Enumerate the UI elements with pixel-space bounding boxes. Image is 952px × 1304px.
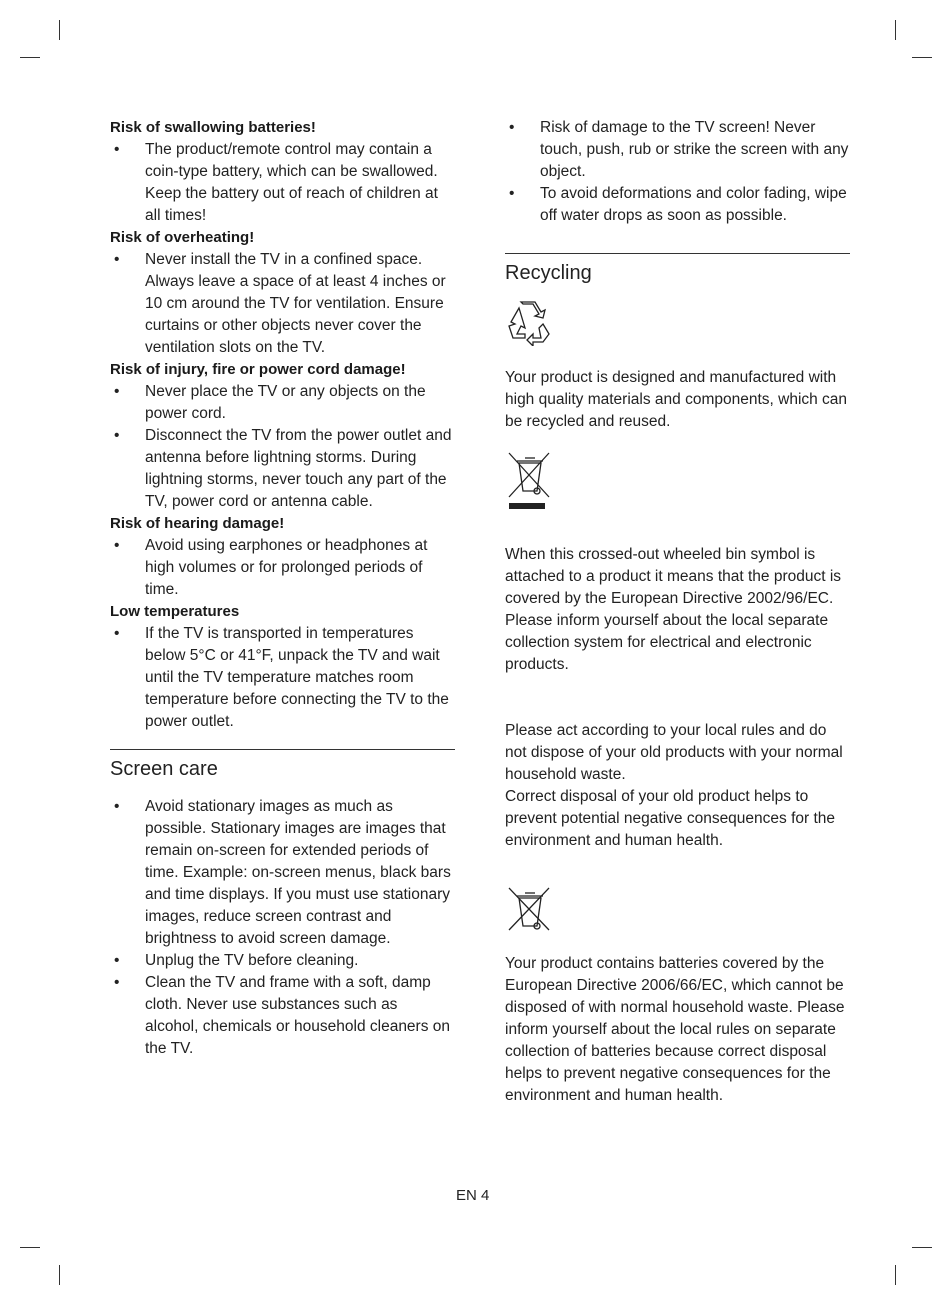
list-item: • Clean the TV and frame with a soft, damp cloth. Never use substances such as alcohol, chemicals or household cleaners on the TV. [110, 972, 455, 1060]
safety-section [110, 359, 455, 513]
list-item: • Avoid stationary images as much as possible. Stationary images are images that remain on-screen for extended periods of time. Example: on-screen menus, black bars and time displays. If you must use stationary images, reduce screen contrast and brightness to avoid screen damage. [110, 796, 455, 950]
list-item: • Unplug the TV before cleaning. [110, 950, 455, 972]
crop-mark [912, 57, 932, 58]
crossed-bin-icon [507, 451, 850, 516]
section-title: Recycling [505, 262, 592, 284]
recycle-icon [507, 300, 850, 353]
section-heading: Risk of overheating! [110, 229, 255, 246]
paragraph: Your product contains batteries covered by the European Directive 2006/66/EC, which cannot be disposed of with normal household waste. Please inform yourself about the local rules on separate collection of batteries because correct disposal helps to prevent negative consequences for the environment and human health. [505, 955, 845, 1104]
list-item: • Never place the TV or any objects on the power cord. [110, 381, 455, 425]
list-item: • Disconnect the TV from the power outlet and antenna before lightning storms. During lightning storms, never touch any part of the TV, power cord or antenna cable. [110, 425, 455, 513]
section-title: Screen care [110, 758, 218, 780]
section-heading: Risk of swallowing batteries! [110, 119, 316, 136]
list-item: • To avoid deformations and color fading, wipe off water drops as soon as possible. [505, 183, 850, 227]
list-item: • Avoid using earphones or headphones at high volumes or for prolonged periods of time. [110, 535, 455, 601]
list-item: • If the TV is transported in temperatures below 5°C or 41°F, unpack the TV and wait until the TV temperature matches room temperature before connecting the TV to the power outlet. [110, 623, 455, 733]
safety-section [110, 601, 455, 733]
divider [505, 253, 850, 254]
divider [110, 749, 455, 750]
safety-section [110, 513, 455, 601]
page-number: EN 4 [456, 1187, 490, 1204]
crop-mark [895, 20, 896, 40]
paragraph: When this crossed-out wheeled bin symbol is attached to a product it means that the product is covered by the European Directive 2002/96/EC. Please inform yourself about the local separate collection system for electrical and electronic products. [505, 546, 842, 673]
safety-section [110, 227, 455, 359]
section-heading: Risk of hearing damage! [110, 515, 285, 532]
list-item: • Never install the TV in a confined space. Always leave a space of at least 4 inches or 10 cm around the TV for ventilation. Ensure curtains or other objects never cover the ventilation slots on the TV. [110, 249, 455, 359]
left-column [110, 117, 455, 1060]
crop-mark [912, 1247, 932, 1248]
crop-mark [59, 1265, 60, 1285]
paragraph: Your product is designed and manufactured with high quality materials and components, which can be recycled and reused. [505, 369, 848, 430]
safety-section [110, 117, 455, 227]
section-heading: Low temperatures [110, 603, 240, 620]
crossed-bin-icon [507, 886, 850, 939]
list-item: • Risk of damage to the TV screen! Never touch, push, rub or strike the screen with any object. [505, 117, 850, 183]
paragraph: Correct disposal of your old product helps to prevent potential negative consequences for the environment and human health. [505, 788, 836, 849]
crop-mark [20, 57, 40, 58]
crop-mark [20, 1247, 40, 1248]
list-item: • The product/remote control may contain a coin-type battery, which can be swallowed. Keep the battery out of reach of children at all times! [110, 139, 455, 227]
crop-mark [59, 20, 60, 40]
right-column [505, 117, 850, 1107]
section-heading: Risk of injury, fire or power cord damage! [110, 361, 406, 378]
crop-mark [895, 1265, 896, 1285]
paragraph: Please act according to your local rules and do not dispose of your old products with your normal household waste. [505, 722, 843, 783]
